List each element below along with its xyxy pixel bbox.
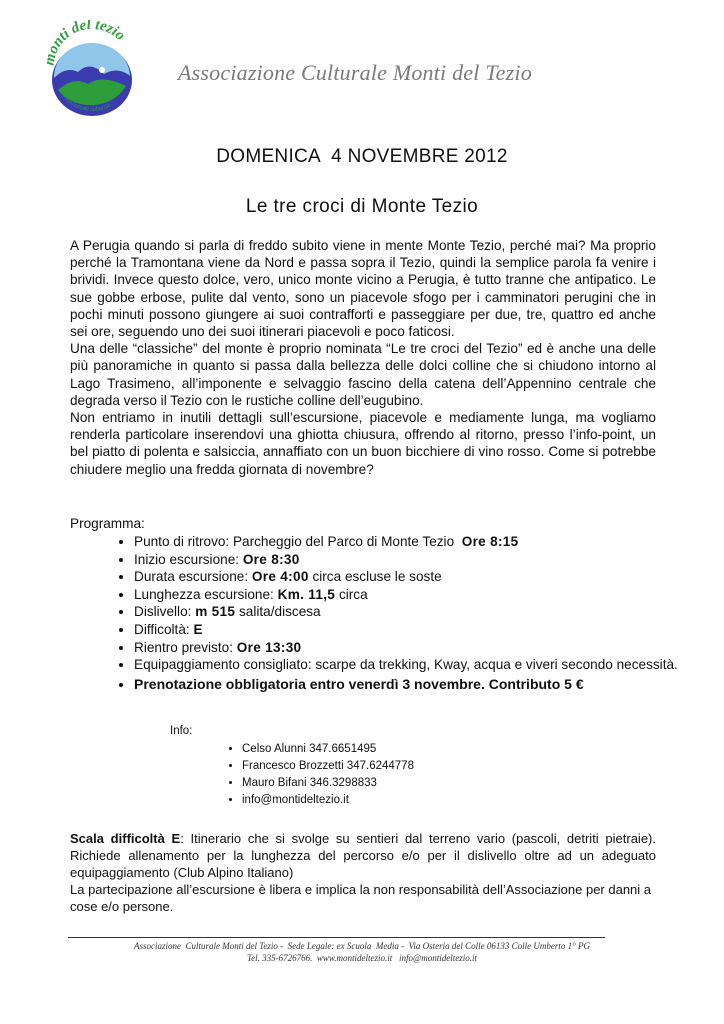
programma-list [112, 533, 694, 693]
intro-text [70, 237, 656, 478]
programma-item: • Punto di ritrovo: Parcheggio del Parco di Monte Tezio Ore 8:15 [134, 533, 694, 551]
difficulty-label: Scala difficoltà E [70, 831, 181, 846]
contact-item: • Celso Alunni 347.6651495 [242, 741, 414, 758]
event-title: Le tre croci di Monte Tezio [245, 196, 479, 217]
programma-item: • Rientro previsto: Ore 13:30 [134, 639, 694, 657]
footer-divider [68, 937, 605, 938]
liability-note: La partecipazione all’escursione è libera e implica la non responsabilità dell’Associazione per danni a cose e/o persone. [70, 882, 652, 914]
info-label: Info: [170, 725, 193, 737]
footer-contacts: Tel. 335-6726766. www.montideltezio.it info@montideltezio.it [246, 953, 478, 963]
difficulty-scale [70, 830, 656, 915]
contact-item: • Francesco Brozzetti 347.6244778 [242, 758, 414, 775]
logo-sun-shape [99, 67, 105, 73]
programma-item: • Dislivello: m 515 salita/discesa [134, 603, 694, 621]
contact-item: • Mauro Bifani 346.3298833 [242, 775, 414, 792]
programma-item: • Equipaggiamento consigliato: scarpe da trekking, Kway, acqua e viveri secondo necessità. [134, 656, 694, 674]
programma-item: • Lunghezza escursione: Km. 11,5 circa [134, 586, 694, 604]
programma-item: • Inizio escursione: Ore 8:30 [134, 551, 694, 569]
programma-item: • Durata escursione: Ore 4:00 circa escluse le soste [134, 568, 694, 586]
contact-list [218, 741, 414, 809]
association-logo [38, 20, 142, 128]
event-date-heading: DOMENICA 4 NOVEMBRE 2012 [216, 146, 508, 167]
booking-notice: • Prenotazione obbligatoria entro venerdì 3 novembre. Contributo 5 € [134, 676, 694, 694]
footer-address: Associazione Culturale Monti del Tezio - Sede Legale: ex Scuola Media - Via Osteria del Colle 06133 Colle Umberto 1° PG [133, 941, 591, 951]
logo-mountain-icon [38, 20, 142, 128]
logo-text: monti del tezio [41, 20, 128, 67]
programma-label: Programma: [70, 516, 145, 531]
logo-subtext: associazione culturale [61, 93, 113, 113]
intro-paragraph: Non entriamo in inutili dettagli sull’escursione, piacevole e mediamente lunga, ma vogliamo renderla particolare inserendovi una ghiotta chiusura, offrendo al ritorno, presso l’info-point, un bel piatto di polenta e salsiccia, annaffiato con un buon bicchiere di vino rosso. Come si potrebbe chiudere meglio una fredda giornata di novembre? [70, 410, 656, 477]
difficulty-description: Scala difficoltà E: Itinerario che si svolge su sentieri dal terreno vario (pascoli, detriti pietraie). Richiede allenamento per la lunghezza del percorso e/o per il dislivello oltre ad un adeguato equipaggiamento (Club Alpino Italiano) [70, 831, 656, 880]
footer [0, 940, 724, 964]
contact-email: • info@montideltezio.it [242, 792, 414, 809]
programma-item: • Difficoltà: E [134, 621, 694, 639]
intro-paragraph: Una delle “classiche” del monte è proprio nominata “Le tre croci del Tezio” ed è anche una delle più panoramiche in quanto si passa dalla bellezza delle dolci colline che si chiudono intorno al Lago Trasimeno, all’imponente e selvaggio fascino della catena dell’Appennino centrale che degrada verso il Tezio con le rustiche colline dell’eugubino. [70, 341, 656, 408]
association-name: Associazione Culturale Monti del Tezio [178, 60, 532, 85]
intro-paragraph: A Perugia quando si parla di freddo subito viene in mente Monte Tezio, perché mai? Ma proprio perché la Tramontana viene da Nord e passa sopra il Tezio, quindi la semplice parola fa venire i brividi. Invece questo dolce, vero, unico monte vicino a Perugia, è tutto tranne che antipatico. Le sue gobbe erbose, pulite dal vento, sono un piacevole sfogo per i camminatori perugini che in pochi minuti possono giungere ai suoi contrafforti e passeggiare per due, tre, quattro ed anche sei ore, seguendo uno dei suoi itinerari piacevoli e poco faticosi. [70, 238, 656, 340]
